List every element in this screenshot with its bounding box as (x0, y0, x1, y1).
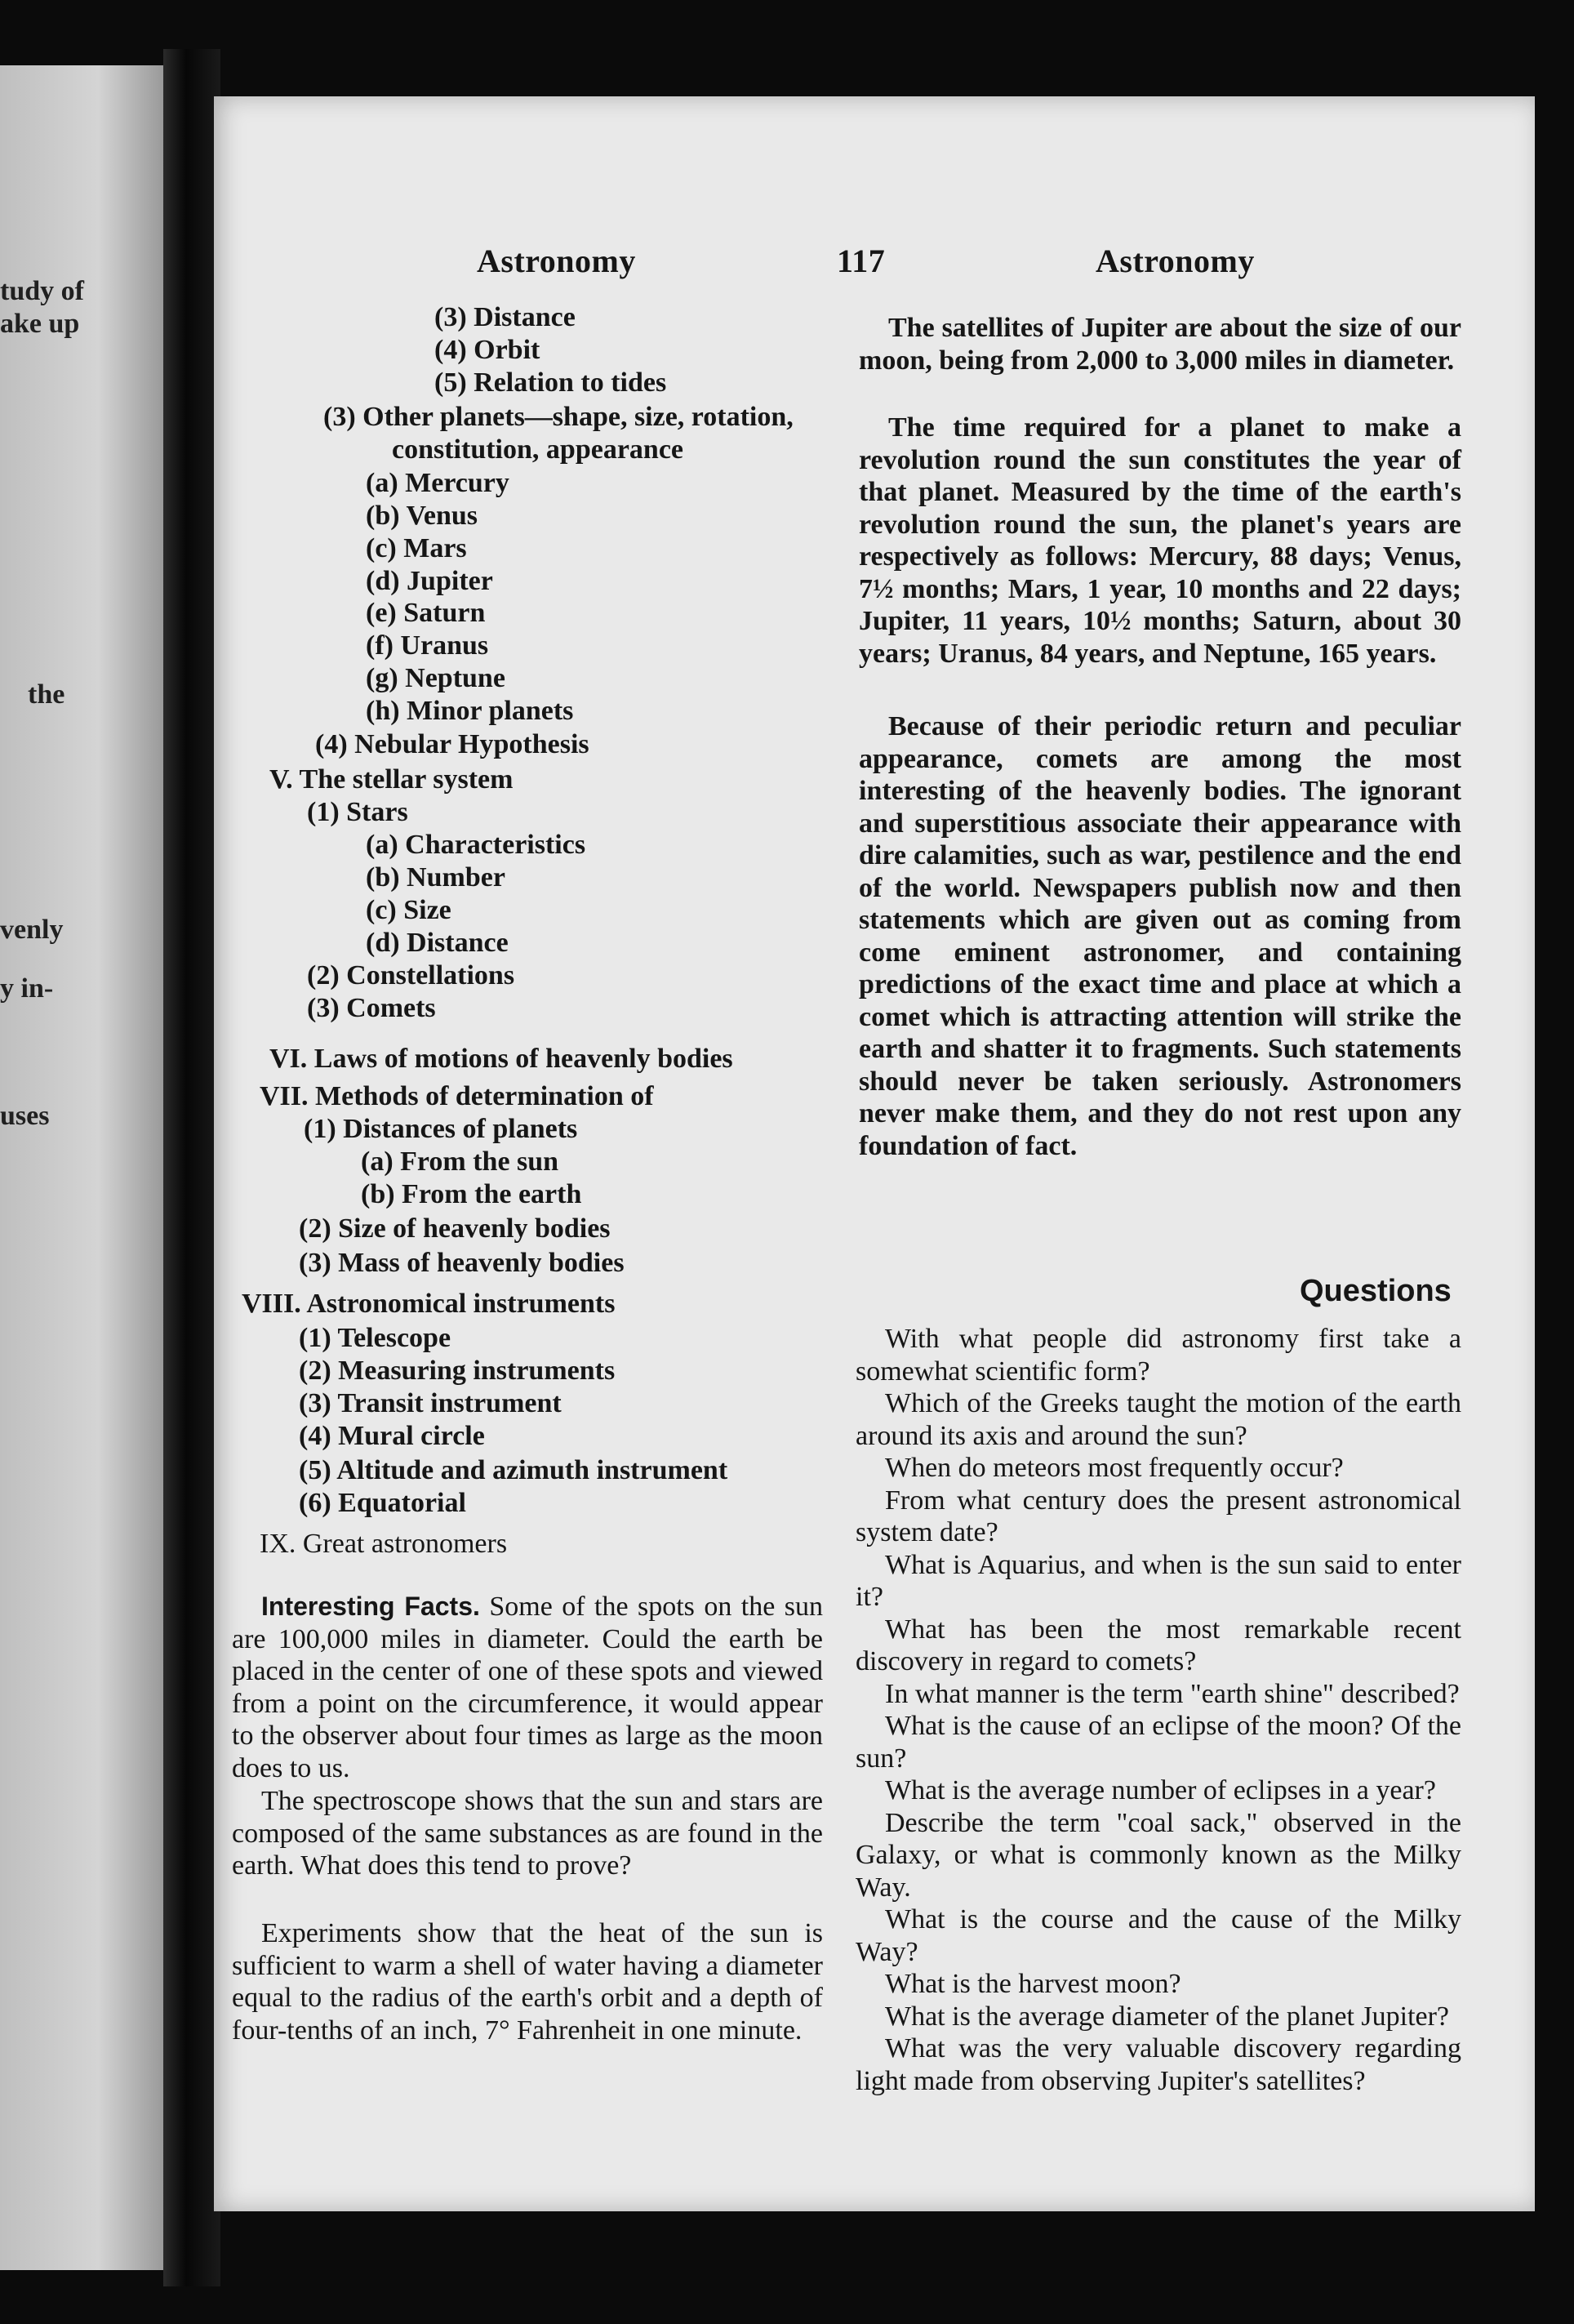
outline-item: (2) Size of heavenly bodies (299, 1213, 611, 1244)
interesting-facts-lead: Interesting Facts. (261, 1592, 480, 1621)
facing-page-fragment: y in- (0, 973, 54, 1004)
outline-item: (4) Mural circle (299, 1421, 485, 1451)
questions-heading: Questions (1300, 1274, 1452, 1308)
interesting-facts-paragraph (232, 1591, 823, 1784)
outline-item: (a) Mercury (366, 468, 509, 498)
facing-page (0, 65, 163, 2270)
question-item: What is the harvest moon? (885, 1969, 1181, 1999)
interesting-facts-text: Some of the spots on the sun are 100,000 miles in diameter. Could the earth be placed in the center of one of these spots and viewed from a point on the circumference, it would appear to the observer about four times as large as the moon does to us. (232, 1592, 824, 1783)
question-item: What is Aquarius, and when is the sun said to enter it? (856, 1549, 1461, 1612)
outline-item: (1) Distances of planets (304, 1114, 578, 1144)
outline-item: (1) Telescope (299, 1323, 451, 1353)
question-item: What is the course and the cause of the Milky Way? (856, 1904, 1461, 1967)
question-item: What was the very valuable discovery regarding light made from observing Jupiter's satellites? (856, 2033, 1461, 2096)
page-number: 117 (837, 243, 886, 279)
facing-page-fragment: the (28, 679, 65, 710)
outline-item: (6) Equatorial (299, 1488, 466, 1518)
outline-item: (b) Venus (366, 501, 478, 531)
running-header-right: Astronomy (1096, 243, 1255, 279)
spectroscope-paragraph: The spectroscope shows that the sun and stars are composed of the same substances as are found in the earth. What does this tend to prove? (232, 1786, 823, 1881)
jupiter-satellites-paragraph: The satellites of Jupiter are about the size of our moon, being from 2,000 to 3,000 miles in diameter. (859, 313, 1461, 376)
outline-item: (d) Jupiter (366, 566, 493, 596)
outline-item: (b) From the earth (361, 1179, 582, 1209)
facing-page-fragment: ake up (0, 309, 80, 339)
facing-page-fragment: uses (0, 1101, 50, 1131)
outline-item: (2) Constellations (307, 960, 515, 991)
outline-item: (e) Saturn (366, 598, 486, 628)
outline-item: (3) Comets (307, 993, 436, 1023)
outline-item: (2) Measuring instruments (299, 1356, 616, 1386)
outline-item: (3) Other planets—shape, size, rotation, (323, 402, 794, 432)
outline-item: (a) From the sun (361, 1146, 559, 1177)
outline-item: (b) Number (366, 862, 505, 893)
question-item: When do meteors most frequently occur? (885, 1453, 1344, 1483)
outline-item: (3) Mass of heavenly bodies (299, 1248, 625, 1278)
outline-item: (3) Transit instrument (299, 1388, 562, 1418)
outline-item: (a) Characteristics (366, 830, 586, 860)
question-item: From what century does the present astronomical system date? (856, 1485, 1461, 1547)
outline-item: (5) Altitude and azimuth instrument (299, 1455, 728, 1485)
outline-item: VII. Methods of determination of (260, 1081, 654, 1111)
outline-item: IX. Great astronomers (260, 1529, 508, 1559)
question-item: What is the average diameter of the planet Jupiter? (885, 2001, 1450, 2032)
question-item: What is the average number of eclipses in a year? (885, 1775, 1436, 1805)
question-item: In what manner is the term "earth shine" described? (885, 1678, 1460, 1709)
outline-item: constitution, appearance (392, 434, 683, 465)
question-item: With what people did astronomy first take a somewhat scientific form? (856, 1324, 1461, 1387)
question-item: Describe the term "coal sack," observed in the Galaxy, or what is commonly known as the Milky Way. (856, 1807, 1461, 1903)
outline-item: VIII. Astronomical instruments (242, 1289, 616, 1319)
running-header-left: Astronomy (477, 243, 636, 279)
questions-list (856, 1323, 1461, 2097)
outline-item: (4) Orbit (434, 335, 540, 365)
question-item: Which of the Greeks taught the motion of the earth around its axis and around the sun? (856, 1388, 1461, 1451)
outline-item: (c) Size (366, 895, 451, 925)
sun-heat-paragraph: Experiments show that the heat of the sun is sufficient to warm a shell of water having a diameter equal to the radius of the earth's orbit and a depth of four-tenths of an inch, 7° Fahrenheit in one minute. (232, 1918, 823, 2046)
facing-page-fragment: tudy of (0, 276, 84, 306)
outline-item: (g) Neptune (366, 663, 505, 693)
comets-paragraph: Because of their periodic return and peculiar appearance, comets are among the most interesting of the heavenly bodies. The ignorant and superstitious associate their appearance with dire calamities, such as war, pestilence and the end of the world. Newspapers publish now and then statements which are given out as coming from come eminent astronomer, and containing predictions of the exact time and place at which a comet which is attracting attention will strike the earth and shatter it to fragments. Such statements should never be taken seriously. Astronomers never make them, and they do not rest upon any foundation of fact. (859, 711, 1461, 1161)
outline-item: (3) Distance (434, 302, 576, 332)
book-page (214, 96, 1535, 2211)
outline-item: (d) Distance (366, 928, 509, 958)
question-item: What has been the most remarkable recent discovery in regard to comets? (856, 1614, 1461, 1676)
outline-item: (1) Stars (307, 797, 408, 827)
book-gutter (163, 49, 220, 2286)
outline-item: (5) Relation to tides (434, 367, 667, 398)
outline-item: (c) Mars (366, 533, 467, 563)
outline-item: (f) Uranus (366, 630, 489, 661)
question-item: What is the cause of an eclipse of the moon? Of the sun? (856, 1711, 1461, 1774)
outline-item: (4) Nebular Hypothesis (315, 729, 589, 759)
facing-page-fragment: venly (0, 915, 64, 945)
planet-years-paragraph: The time required for a planet to make a revolution round the sun constitutes the year of that planet. Measured by the time of the earth's revolution round the sun, the planet's years are respectively as follows: Mercury, 88 days; Venus, 7½ months; Mars, 1 year, 10 months and 22 days; Jupiter, 11 years, 10½ months; Saturn, about 30 years; Uranus, 84 years, and Neptune, 165 years. (859, 412, 1461, 669)
outline-item: V. The stellar system (269, 764, 514, 795)
outline-item: VI. Laws of motions of heavenly bodies (269, 1044, 733, 1074)
outline-item: (h) Minor planets (366, 696, 574, 726)
